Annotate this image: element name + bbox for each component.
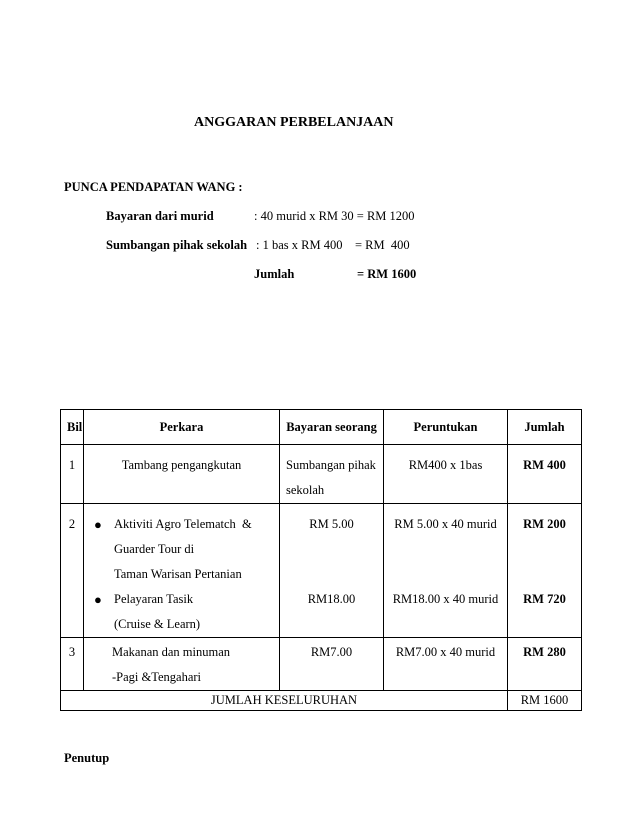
- table-total-row: [61, 691, 582, 711]
- row3-bil: 3: [68, 645, 76, 659]
- table-header-row: [61, 410, 582, 445]
- income-heading: PUNCA PENDAPATAN WANG :: [64, 180, 243, 194]
- row3-perkara: Makanan dan minuman -Pagi &Tengahari: [112, 645, 231, 684]
- header-perkara: Perkara: [84, 410, 280, 445]
- income-total-label: Jumlah: [254, 267, 295, 281]
- income-total-value: = RM 1600: [357, 267, 417, 281]
- bullet-icon: ●: [94, 592, 102, 607]
- row3-bayaran: RM7.00: [310, 645, 353, 659]
- income-label-murid: Bayaran dari murid: [106, 209, 214, 223]
- row1-bil: 1: [68, 458, 76, 472]
- header-bayaran: Bayaran seorang: [280, 410, 384, 445]
- row1-bayaran: Sumbangan pihak sekolah: [286, 458, 376, 497]
- table-row: [61, 504, 582, 638]
- header-peruntukan: Peruntukan: [384, 410, 508, 445]
- total-label: JUMLAH KESELURUHAN: [61, 691, 508, 711]
- row2-perkara: ● Aktiviti Agro Telematch & Guarder Tour di Taman Warisan Pertanian ● Pelayaran Tasik (Cruise & Learn): [84, 504, 279, 637]
- closing-heading: Penutup: [64, 751, 110, 765]
- total-value: RM 1600: [508, 691, 582, 711]
- row1-perkara: Tambang pengangkutan: [121, 458, 242, 472]
- row2-bil: 2: [68, 517, 76, 531]
- row3-jumlah: RM 280: [523, 645, 566, 659]
- header-jumlah: Jumlah: [508, 410, 582, 445]
- row2-jumlah: RM 200 RM 720: [523, 517, 566, 606]
- header-bil: Bil: [61, 410, 84, 445]
- row3-peruntukan: RM7.00 x 40 murid: [395, 645, 496, 659]
- income-value-murid: : 40 murid x RM 30 = RM 1200: [254, 209, 415, 223]
- row1-peruntukan: RM400 x 1bas: [408, 458, 483, 472]
- row2-peruntukan: RM 5.00 x 40 murid RM18.00 x 40 murid: [392, 517, 499, 606]
- table-row: [61, 638, 582, 691]
- income-value-sekolah: : 1 bas x RM 400 = RM 400: [256, 238, 410, 252]
- table-row: [61, 445, 582, 504]
- row2-bayaran: RM 5.00 RM18.00: [307, 517, 356, 606]
- row1-jumlah: RM 400: [523, 458, 566, 472]
- bullet-icon: ●: [94, 517, 102, 532]
- page-title: ANGGARAN PERBELANJAAN: [194, 115, 394, 130]
- budget-table: [60, 409, 582, 711]
- income-label-sekolah: Sumbangan pihak sekolah: [106, 238, 248, 252]
